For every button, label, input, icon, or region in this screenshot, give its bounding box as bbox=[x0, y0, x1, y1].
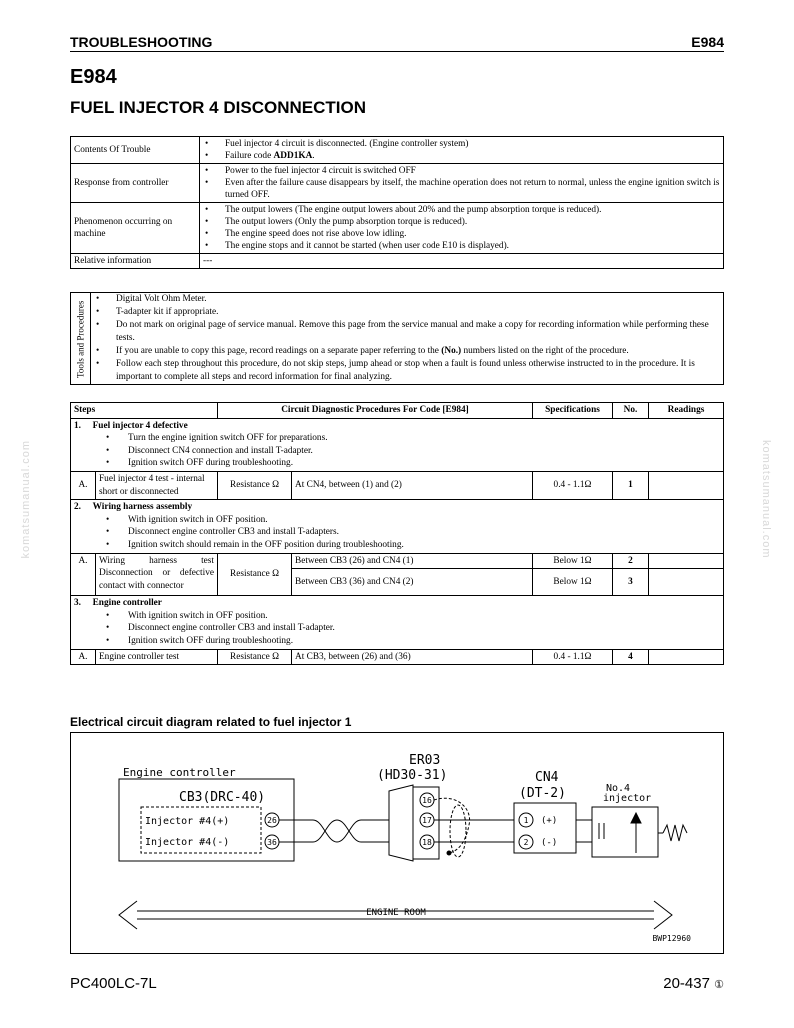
reading-cell[interactable] bbox=[649, 569, 724, 596]
test-point: At CN4, between (1) and (2) bbox=[292, 471, 533, 499]
test-point: Between CB3 (36) and CN4 (2) bbox=[292, 569, 533, 596]
reading-cell[interactable] bbox=[649, 471, 724, 499]
failure-code-suffix: . bbox=[312, 151, 315, 161]
pin-1-label: 1 bbox=[523, 816, 529, 825]
tools-item-4b: (No.) bbox=[441, 346, 462, 356]
step-3-block bbox=[71, 596, 724, 649]
injector-plus-label: Injector #4(+) bbox=[145, 816, 230, 827]
list-item: • The output lowers (The engine output lowers about 20% and the pump absorption torque is reduced). bbox=[203, 204, 720, 216]
list-item: • With ignition switch in OFF position. bbox=[104, 514, 720, 527]
wire-plus-left bbox=[279, 820, 389, 842]
pin-2-label: 2 bbox=[523, 838, 529, 847]
list-item: • Power to the fuel injector 4 circuit is switched OFF bbox=[203, 165, 720, 177]
injector-label: injector bbox=[603, 793, 652, 804]
spec-value: 0.4 - 1.1Ω bbox=[533, 471, 613, 499]
response-cell bbox=[200, 164, 724, 203]
pin-16-label: 16 bbox=[422, 796, 432, 805]
relative-label: Relative information bbox=[71, 254, 200, 269]
list-item: • Disconnect engine controller CB3 and install T-adapter. bbox=[104, 622, 720, 635]
list-item: • Follow each step throughout this procedure, do not skip steps, jump ahead or stop when a fault is found unless otherwise instructed to in the procedure. It is important to complete all steps and record information for final analyzing. bbox=[94, 358, 720, 384]
list-item: • Fuel injector 4 circuit is disconnected. (Engine controller system) bbox=[203, 138, 720, 150]
step-title: Fuel injector 4 defective bbox=[92, 420, 188, 431]
engine-room-label: ENGINE ROOM bbox=[366, 908, 426, 918]
pin-17-label: 17 bbox=[422, 816, 432, 825]
sub-step-letter: A. bbox=[71, 471, 96, 499]
list-item: • Do not mark on original page of service manual. Remove this page from the service manual and make a copy for recording information while performing these tests. bbox=[94, 319, 720, 345]
step-no: 2 bbox=[613, 553, 649, 569]
table-row bbox=[71, 649, 724, 665]
list-item: • Ignition switch should remain in the OFF position during troubleshooting. bbox=[104, 539, 720, 552]
footer-page bbox=[663, 975, 724, 992]
spec-value: Below 1Ω bbox=[533, 553, 613, 569]
failure-code: ADD1KA bbox=[273, 151, 313, 161]
sub-step-desc: Engine controller test bbox=[96, 649, 218, 665]
list-item: • Turn the engine ignition switch OFF for preparations. bbox=[104, 432, 720, 445]
wire-minus-left bbox=[279, 820, 389, 842]
spec-value: 0.4 - 1.1Ω bbox=[533, 649, 613, 665]
list-item: • The engine speed does not rise above low idling. bbox=[203, 228, 720, 240]
table-row bbox=[71, 254, 724, 269]
reading-cell[interactable] bbox=[649, 553, 724, 569]
section-header: TROUBLESHOOTING bbox=[70, 34, 213, 50]
watermark-left: komatsumanual.com bbox=[20, 440, 32, 559]
header-code: E984 bbox=[691, 34, 724, 50]
pin-36-label: 36 bbox=[267, 838, 277, 847]
tools-procedures-table bbox=[70, 292, 724, 385]
list-item: • Disconnect engine controller CB3 and install T-adapters. bbox=[104, 526, 720, 539]
contents-cell bbox=[200, 137, 724, 164]
tools-cell bbox=[91, 293, 724, 385]
list-item bbox=[94, 345, 720, 358]
sub-step-desc: Fuel injector 4 test - internal short or disconnected bbox=[96, 471, 218, 499]
injector-arrow-icon bbox=[631, 813, 641, 823]
step-number: 3. bbox=[74, 598, 81, 609]
list-item: • Digital Volt Ohm Meter. bbox=[94, 293, 720, 306]
sub-step-letter: A. bbox=[71, 649, 96, 665]
step-no: 3 bbox=[613, 569, 649, 596]
list-item: • Ignition switch OFF during troubleshooting. bbox=[104, 457, 720, 470]
tools-label: Tools and Procedures bbox=[71, 293, 91, 385]
shield-ground-dot bbox=[447, 851, 451, 855]
col-steps: Steps bbox=[71, 403, 218, 419]
injector-box bbox=[592, 807, 658, 857]
meter-type: Resistance Ω bbox=[218, 471, 292, 499]
step-1-block bbox=[71, 418, 724, 471]
contents-label: Contents Of Trouble bbox=[71, 137, 200, 164]
test-point: At CB3, between (26) and (36) bbox=[292, 649, 533, 665]
step-number: 2. bbox=[74, 502, 81, 513]
failure-code-prefix: Failure code bbox=[225, 151, 274, 161]
meter-type: Resistance Ω bbox=[218, 553, 292, 596]
engine-controller-label: Engine controller bbox=[123, 766, 236, 779]
col-procedures: Circuit Diagnostic Procedures For Code [E984] bbox=[218, 403, 533, 419]
shield-loop bbox=[450, 805, 466, 857]
table-row bbox=[71, 203, 724, 254]
engine-room-arrow-left-icon bbox=[119, 901, 137, 929]
step-number: 1. bbox=[74, 420, 81, 431]
step-2-block bbox=[71, 500, 724, 553]
reading-cell[interactable] bbox=[649, 649, 724, 665]
list-item: • With ignition switch in OFF position. bbox=[104, 610, 720, 623]
figure-code: BWP12960 bbox=[652, 934, 691, 943]
step-title: Engine controller bbox=[92, 598, 162, 609]
tools-item-4c: numbers listed on the right of the procedure. bbox=[461, 346, 629, 356]
col-readings: Readings bbox=[649, 403, 724, 419]
col-no: No. bbox=[613, 403, 649, 419]
table-row bbox=[71, 164, 724, 203]
response-label: Response from controller bbox=[71, 164, 200, 203]
table-row bbox=[71, 137, 724, 164]
pin-18-label: 18 bbox=[422, 838, 432, 847]
sub-step-letter: A. bbox=[71, 553, 96, 596]
circuit-diagram-svg bbox=[71, 733, 723, 953]
injector-minus-label: Injector #4(-) bbox=[145, 837, 230, 848]
cn4-label: CN4 bbox=[535, 770, 559, 785]
circuit-diagram bbox=[70, 732, 724, 954]
table-header-row bbox=[71, 403, 724, 419]
phenomenon-label: Phenomenon occurring on machine bbox=[71, 203, 200, 254]
code-title: E984 bbox=[70, 66, 117, 88]
table-row bbox=[71, 500, 724, 553]
cn4-plus-label: (+) bbox=[541, 816, 558, 826]
spring-icon bbox=[663, 825, 687, 841]
step-no: 1 bbox=[613, 471, 649, 499]
page-title: FUEL INJECTOR 4 DISCONNECTION bbox=[70, 98, 366, 117]
no4-label: No.4 bbox=[606, 783, 631, 794]
list-item: • The output lowers (Only the pump absorption torque is reduced). bbox=[203, 216, 720, 228]
table-row bbox=[71, 553, 724, 569]
table-row bbox=[71, 596, 724, 649]
pin-26-label: 26 bbox=[267, 816, 277, 825]
list-item: • Disconnect CN4 connection and install T-adapter. bbox=[104, 445, 720, 458]
list-item: • Ignition switch OFF during troubleshooting. bbox=[104, 635, 720, 648]
tools-item-4a: If you are unable to copy this page, record readings on a separate paper referring to the bbox=[116, 346, 442, 356]
cn4-minus-label: (-) bbox=[541, 838, 558, 848]
list-item: • Even after the failure cause disappears by itself, the machine operation does not return to normal, unless the engine ignition switch is turned OFF. bbox=[203, 177, 720, 201]
footer-model: PC400LC-7L bbox=[70, 975, 157, 992]
cb3-label: CB3(DRC-40) bbox=[179, 790, 266, 805]
er03-label: ER03 bbox=[409, 753, 441, 768]
page-number: 20-437 bbox=[663, 975, 710, 992]
watermark-right: komatsumanual.com bbox=[760, 440, 772, 559]
relative-value: --- bbox=[200, 254, 724, 269]
spec-value: Below 1Ω bbox=[533, 569, 613, 596]
table-row bbox=[71, 471, 724, 499]
table-row bbox=[71, 418, 724, 471]
er03-plug bbox=[389, 785, 413, 861]
dt2-label: (DT-2) bbox=[519, 786, 566, 801]
header-rule bbox=[70, 51, 724, 52]
col-spec: Specifications bbox=[533, 403, 613, 419]
revision-mark: ① bbox=[714, 979, 724, 991]
engine-room-arrow-right-icon bbox=[654, 901, 672, 929]
list-item: • The engine stops and it cannot be started (when user code E10 is displayed). bbox=[203, 240, 720, 252]
hd30-label: (HD30-31) bbox=[377, 768, 448, 783]
diagnostic-steps-table bbox=[70, 402, 724, 665]
list-item: • T-adapter kit if appropriate. bbox=[94, 306, 720, 319]
sub-step-desc: Wiring harness test Disconnection or defective contact with connector bbox=[96, 553, 218, 596]
meter-type: Resistance Ω bbox=[218, 649, 292, 665]
step-no: 4 bbox=[613, 649, 649, 665]
step-title: Wiring harness assembly bbox=[92, 502, 193, 513]
trouble-info-table bbox=[70, 136, 724, 269]
diagram-title: Electrical circuit diagram related to fuel injector 1 bbox=[70, 715, 352, 729]
phenomenon-cell bbox=[200, 203, 724, 254]
list-item bbox=[203, 150, 720, 162]
test-point: Between CB3 (26) and CN4 (1) bbox=[292, 553, 533, 569]
